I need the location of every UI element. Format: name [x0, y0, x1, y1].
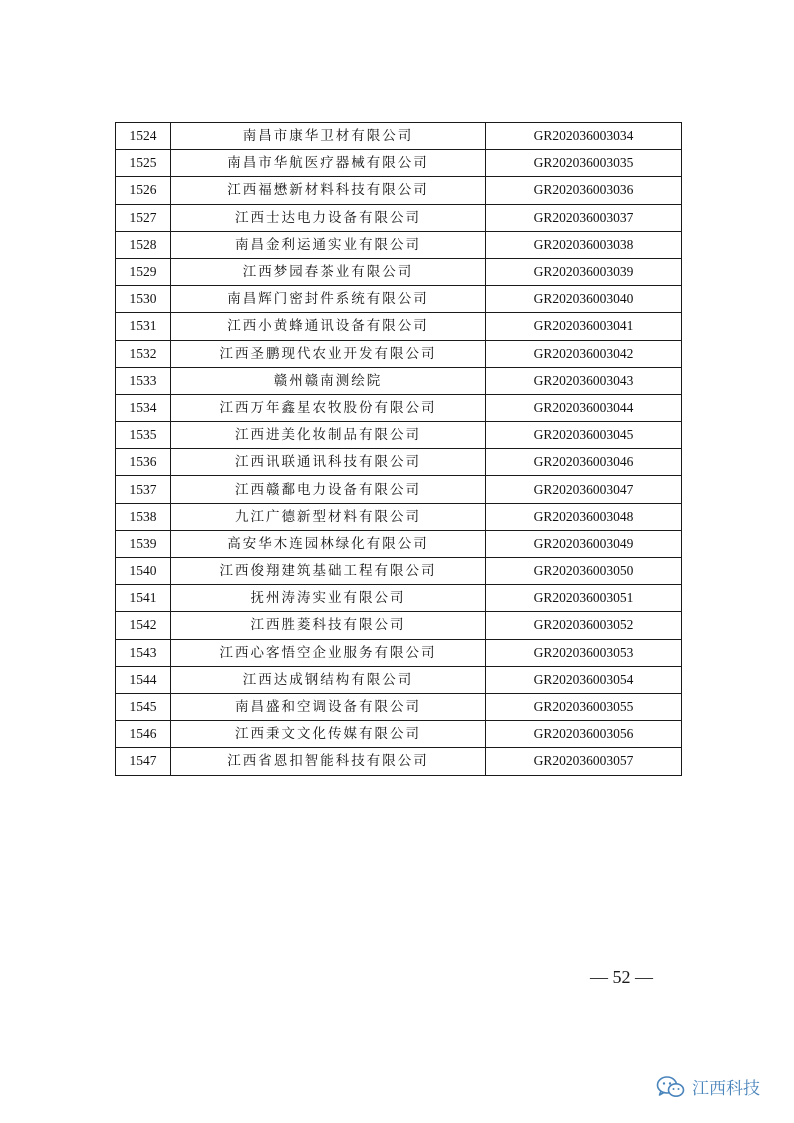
table-row [116, 612, 682, 639]
table-row [116, 639, 682, 666]
watermark-text: 江西科技 [692, 1079, 760, 1099]
row-number-cell: 1529 [116, 258, 171, 285]
row-number-cell: 1545 [116, 693, 171, 720]
certificate-code-cell: GR202036003044 [486, 394, 682, 421]
company-name-cell: 江西福懋新材料科技有限公司 [171, 177, 486, 204]
row-number-cell: 1531 [116, 313, 171, 340]
row-number-cell: 1539 [116, 530, 171, 557]
row-number-cell: 1542 [116, 612, 171, 639]
company-name-cell: 南昌金利运通实业有限公司 [171, 231, 486, 258]
row-number-cell: 1541 [116, 585, 171, 612]
table-row [116, 313, 682, 340]
row-number-cell: 1530 [116, 286, 171, 313]
certificate-code-cell: GR202036003040 [486, 286, 682, 313]
certificate-code-cell: GR202036003035 [486, 150, 682, 177]
table-row [116, 123, 682, 150]
certificate-code-cell: GR202036003048 [486, 503, 682, 530]
certificate-code-cell: GR202036003037 [486, 204, 682, 231]
row-number-cell: 1546 [116, 721, 171, 748]
row-number-cell: 1535 [116, 422, 171, 449]
table-row [116, 394, 682, 421]
certificate-code-cell: GR202036003047 [486, 476, 682, 503]
row-number-cell: 1527 [116, 204, 171, 231]
company-name-cell: 九江广德新型材料有限公司 [171, 503, 486, 530]
row-number-cell: 1526 [116, 177, 171, 204]
company-name-cell: 抚州涛涛实业有限公司 [171, 585, 486, 612]
certificate-code-cell: GR202036003050 [486, 558, 682, 585]
row-number-cell: 1543 [116, 639, 171, 666]
wechat-icon [656, 1075, 686, 1099]
table-row [116, 666, 682, 693]
table-row [116, 748, 682, 775]
table-row [116, 367, 682, 394]
row-number-cell: 1532 [116, 340, 171, 367]
company-name-cell: 赣州赣南测绘院 [171, 367, 486, 394]
row-number-cell: 1533 [116, 367, 171, 394]
certificate-code-cell: GR202036003043 [486, 367, 682, 394]
table-row [116, 585, 682, 612]
certificate-code-cell: GR202036003053 [486, 639, 682, 666]
company-name-cell: 江西小黄蜂通讯设备有限公司 [171, 313, 486, 340]
table-row [116, 150, 682, 177]
table-row [116, 258, 682, 285]
table-row [116, 449, 682, 476]
company-name-cell: 江西进美化妆制品有限公司 [171, 422, 486, 449]
company-name-cell: 高安华木连园林绿化有限公司 [171, 530, 486, 557]
table-row [116, 693, 682, 720]
certificate-code-cell: GR202036003045 [486, 422, 682, 449]
row-number-cell: 1528 [116, 231, 171, 258]
certificate-code-cell: GR202036003041 [486, 313, 682, 340]
company-name-cell: 江西讯联通讯科技有限公司 [171, 449, 486, 476]
company-name-cell: 江西达成钢结构有限公司 [171, 666, 486, 693]
certificate-code-cell: GR202036003039 [486, 258, 682, 285]
certificate-code-cell: GR202036003051 [486, 585, 682, 612]
table-row [116, 530, 682, 557]
certificate-code-cell: GR202036003046 [486, 449, 682, 476]
company-name-cell: 江西秉文文化传媒有限公司 [171, 721, 486, 748]
row-number-cell: 1525 [116, 150, 171, 177]
company-name-cell: 江西胜菱科技有限公司 [171, 612, 486, 639]
company-name-cell: 江西梦园春茶业有限公司 [171, 258, 486, 285]
table-row [116, 721, 682, 748]
certificate-code-cell: GR202036003057 [486, 748, 682, 775]
table-row [116, 422, 682, 449]
certificate-code-cell: GR202036003038 [486, 231, 682, 258]
company-name-cell: 江西士达电力设备有限公司 [171, 204, 486, 231]
source-watermark [656, 1074, 760, 1099]
row-number-cell: 1547 [116, 748, 171, 775]
table-row [116, 286, 682, 313]
row-number-cell: 1538 [116, 503, 171, 530]
certificate-code-cell: GR202036003042 [486, 340, 682, 367]
row-number-cell: 1534 [116, 394, 171, 421]
company-name-cell: 江西心客悟空企业服务有限公司 [171, 639, 486, 666]
company-table-body [116, 123, 682, 776]
certificate-code-cell: GR202036003034 [486, 123, 682, 150]
company-name-cell: 江西俊翔建筑基础工程有限公司 [171, 558, 486, 585]
row-number-cell: 1537 [116, 476, 171, 503]
table-row [116, 231, 682, 258]
table-row [116, 476, 682, 503]
row-number-cell: 1524 [116, 123, 171, 150]
table-row [116, 177, 682, 204]
certificate-code-cell: GR202036003049 [486, 530, 682, 557]
company-name-cell: 南昌市康华卫材有限公司 [171, 123, 486, 150]
company-name-cell: 南昌辉门密封件系统有限公司 [171, 286, 486, 313]
company-name-cell: 江西万年鑫星农牧股份有限公司 [171, 394, 486, 421]
table-row [116, 204, 682, 231]
certificate-code-cell: GR202036003052 [486, 612, 682, 639]
table-row [116, 558, 682, 585]
certificate-code-cell: GR202036003056 [486, 721, 682, 748]
table-row [116, 503, 682, 530]
row-number-cell: 1536 [116, 449, 171, 476]
certificate-code-cell: GR202036003055 [486, 693, 682, 720]
page-number: — 52 — [590, 967, 653, 987]
company-name-cell: 南昌市华航医疗器械有限公司 [171, 150, 486, 177]
row-number-cell: 1544 [116, 666, 171, 693]
row-number-cell: 1540 [116, 558, 171, 585]
certificate-code-cell: GR202036003054 [486, 666, 682, 693]
table-row [116, 340, 682, 367]
company-name-cell: 南昌盛和空调设备有限公司 [171, 693, 486, 720]
company-table [115, 122, 682, 776]
company-name-cell: 江西圣鹏现代农业开发有限公司 [171, 340, 486, 367]
certificate-code-cell: GR202036003036 [486, 177, 682, 204]
company-name-cell: 江西省恩扣智能科技有限公司 [171, 748, 486, 775]
company-name-cell: 江西赣鄱电力设备有限公司 [171, 476, 486, 503]
